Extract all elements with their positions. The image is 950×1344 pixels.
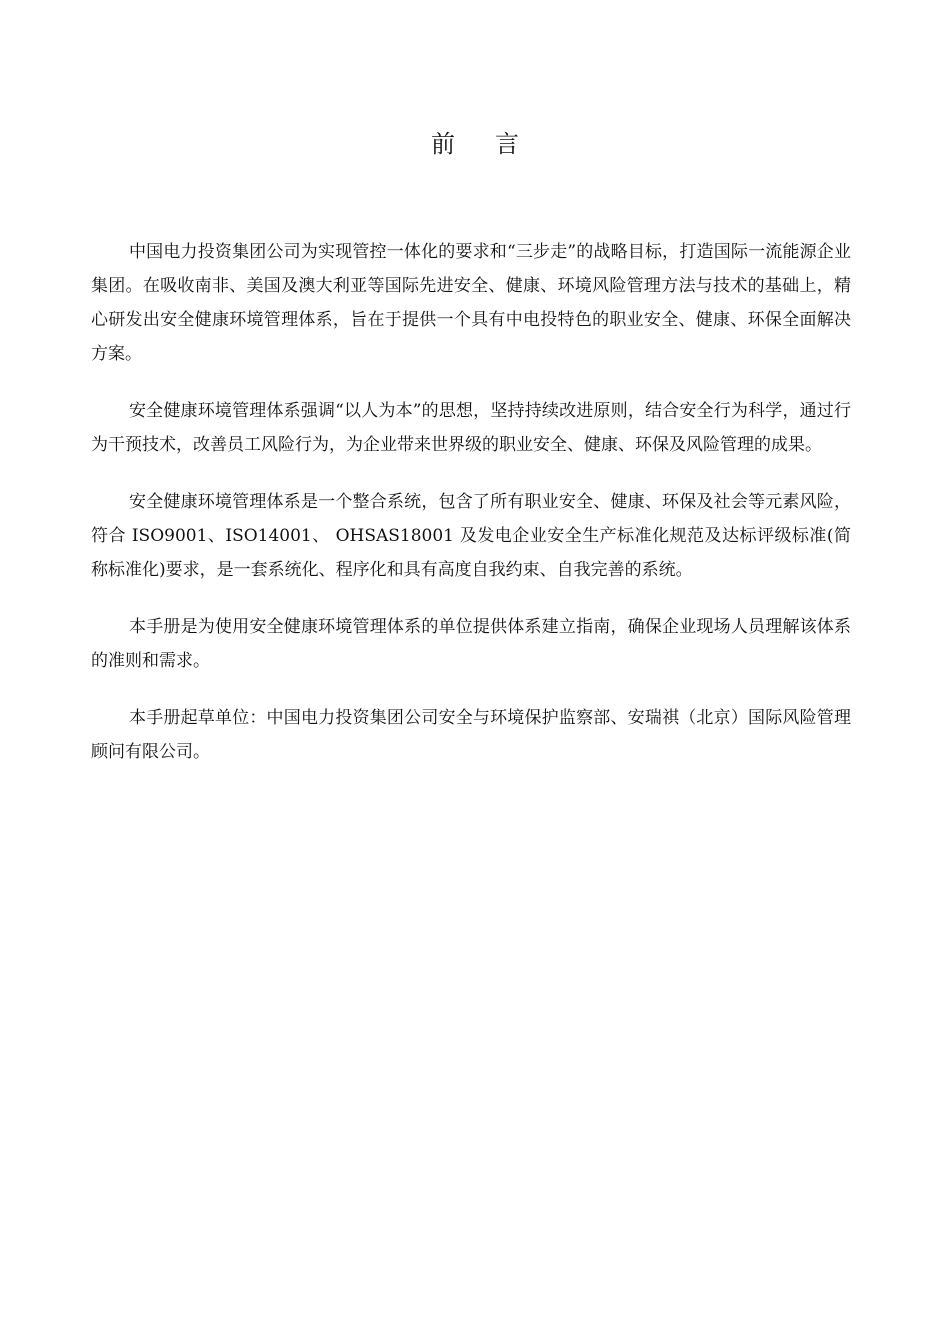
title-char-1: 前 [431, 130, 455, 158]
preface-body [91, 235, 851, 792]
paragraph-4: 本手册是为使用安全健康环境管理体系的单位提供体系建立指南，确保企业现场人员理解该体系的准则和需求。 [91, 617, 851, 671]
paragraph-2: 安全健康环境管理体系强调“以人为本”的思想，坚持持续改进原则，结合安全行为科学，通过行为干预技术，改善员工风险行为，为企业带来世界级的职业安全、健康、环保及风险管理的成果。 [91, 401, 851, 455]
title-char-2: 言 [495, 130, 519, 158]
paragraph-5: 本手册起草单位：中国电力投资集团公司安全与环境保护监察部、安瑞祺（北京）国际风险管理顾问有限公司。 [91, 708, 851, 762]
paragraph-3: 安全健康环境管理体系是一个整合系统，包含了所有职业安全、健康、环保及社会等元素风险，符合 ISO9001、ISO14001、 OHSAS18001 及发电企业安全生产标准化规范及达标评级标准(简称标准化)要求，是一套系统化、程序化和具有高度自我约束、自我完善的系统。 [91, 492, 851, 580]
paragraph-1: 中国电力投资集团公司为实现管控一体化的要求和“三步走”的战略目标，打造国际一流能源企业集团。在吸收南非、美国及澳大利亚等国际先进安全、健康、环境风险管理方法与技术的基础上，精心研发出安全健康环境管理体系，旨在于提供一个具有中电投特色的职业安全、健康、环保全面解决方案。 [91, 242, 851, 364]
page-title [0, 126, 950, 162]
